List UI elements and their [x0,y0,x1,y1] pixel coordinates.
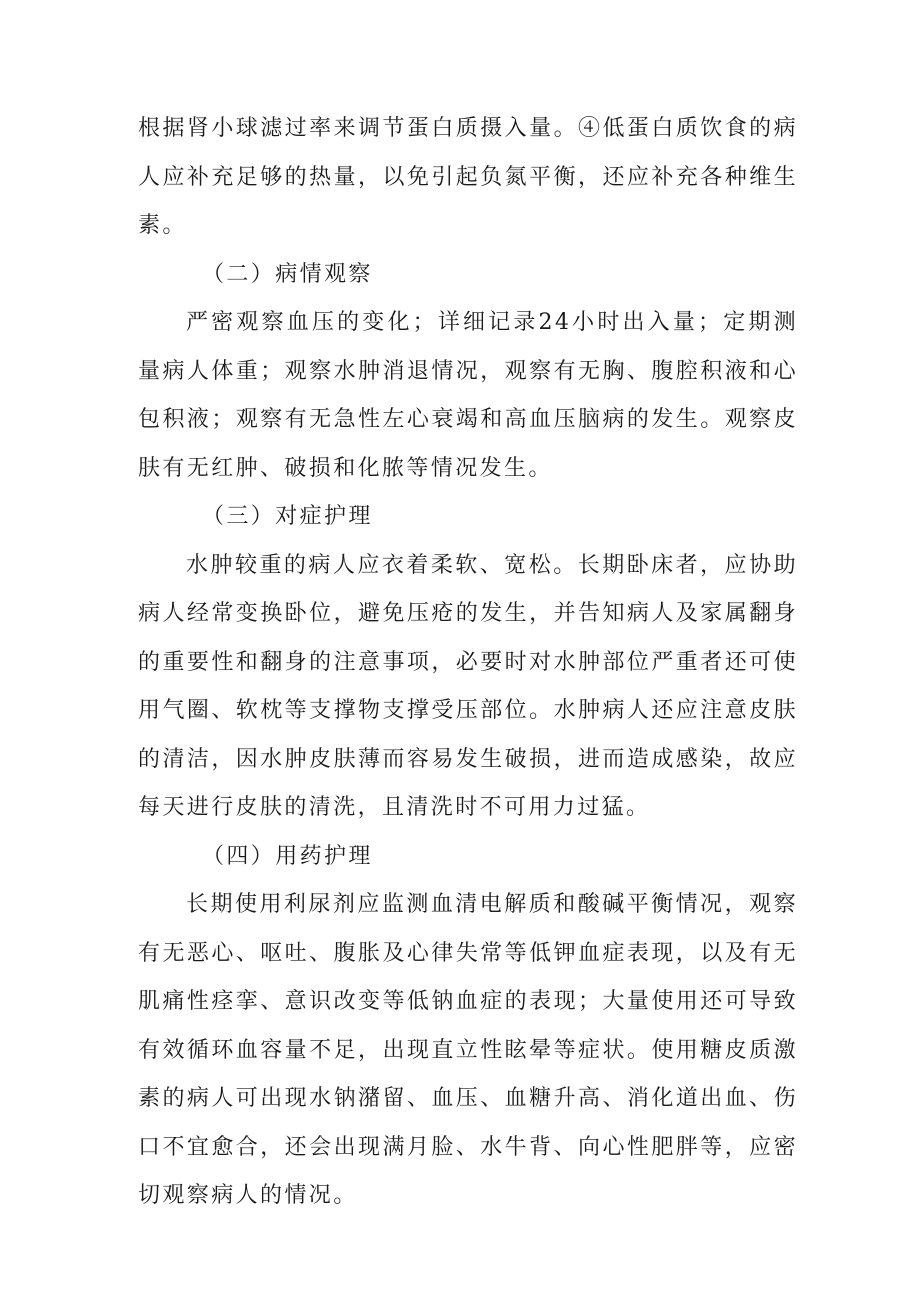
paragraph-symptomatic-care: 水肿较重的病人应衣着柔软、宽松。长期卧床者，应协助病人经常变换卧位，避免压疮的发生，并告知病人及家属翻身的重要性和翻身的注意事项，必要时对水肿部位严重者还可使用气圈、软枕等支撑物支撑受压部位。水肿病人还应注意皮肤的清洁，因水肿皮肤薄而容易发生破损，进而造成感染，故应每天进行皮肤的清洗，且清洗时不可用力过猛。 [138,552,798,820]
section-heading-symptomatic-care: （三）对症护理 [202,504,373,529]
paragraph-medication-care: 长期使用利尿剂应监测血清电解质和酸碱平衡情况，观察有无恶心、呕吐、腹胀及心律失常等低钾血症表现，以及有无肌痛性痉挛、意识改变等低钠血症的表现；大量使用还可导致有效循环血容量不足，出现直立性眩晕等症状。使用糖皮质激素的病人可出现水钠潴留、血压、血糖升高、消化道出血、伤口不宜愈合，还会出现满月脸、水牛背、向心性肥胖等，应密切观察病人的情况。 [138,892,798,1208]
section-heading-condition-observation: （二）病情观察 [202,261,373,287]
paragraph-condition-observation: 严密观察血压的变化；详细记录24小时出入量；定期测量病人体重；观察水肿消退情况，观察有无胸、腹腔积液和心包积液；观察有无急性左心衰竭和高血压脑病的发生。观察皮肤有无红肿、破损和化脓等情况发生。 [138,310,798,481]
paragraph-protein-intake: 根据肾小球滤过率来调节蛋白质摄入量。④低蛋白质饮食的病人应补充足够的热量，以免引起负氮平衡，还应补充各种维生素。 [138,116,798,238]
section-heading-medication-care: （四）用药护理 [202,843,373,869]
document-body [138,105,798,1221]
